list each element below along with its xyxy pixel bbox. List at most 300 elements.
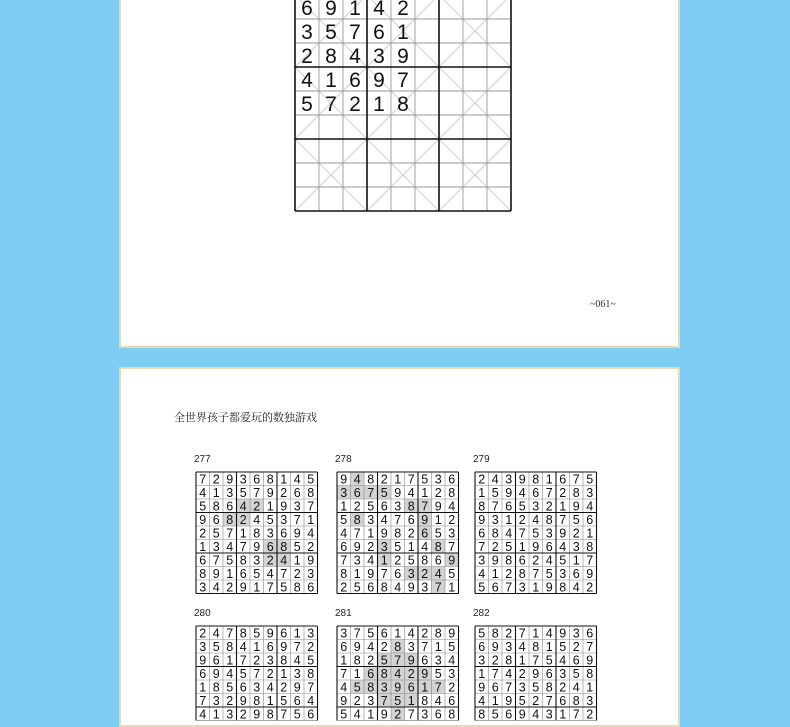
grid-digit: 4 xyxy=(307,526,315,541)
grid-digit: 6 xyxy=(518,553,526,568)
grid-digit: 4 xyxy=(505,526,513,541)
grid-digit: 3 xyxy=(407,567,415,582)
grid-digit: 7 xyxy=(407,707,415,722)
grid-digit: 2 xyxy=(505,626,513,641)
grid-digit: 9 xyxy=(367,567,375,582)
grid-digit: 2 xyxy=(572,640,580,655)
grid-digit: 8 xyxy=(421,694,429,709)
grid-digit: 5 xyxy=(448,640,456,655)
grid-digit: 5 xyxy=(226,680,234,695)
grid-digit: 1 xyxy=(353,667,361,682)
grid-digit: 9 xyxy=(239,580,247,595)
grid-digit: 6 xyxy=(199,667,207,682)
puzzle-number-279: 279 xyxy=(473,454,490,465)
grid-digit: 3 xyxy=(367,694,375,709)
grid-digit: 7 xyxy=(293,513,301,528)
grid-digit: 6 xyxy=(478,640,486,655)
grid-digit: 3 xyxy=(448,526,456,541)
grid-digit: 9 xyxy=(586,567,594,582)
grid-digit: 9 xyxy=(239,694,247,709)
grid-digit: 6 xyxy=(448,472,456,487)
grid-digit: 6 xyxy=(434,553,442,568)
grid-digit: 5 xyxy=(572,667,580,682)
grid-digit: 7 xyxy=(353,526,361,541)
grid-digit: 1 xyxy=(373,93,385,117)
grid-digit: 8 xyxy=(448,486,456,501)
grid-digit: 4 xyxy=(307,694,315,709)
grid-digit: 5 xyxy=(301,93,313,117)
grid-digit: 6 xyxy=(505,707,513,722)
grid-digit: 6 xyxy=(340,640,348,655)
grid-digit: 3 xyxy=(572,540,580,555)
grid-digit: 1 xyxy=(532,626,540,641)
grid-digit: 5 xyxy=(572,513,580,528)
grid-digit: 4 xyxy=(353,707,361,722)
grid-digit: 7 xyxy=(212,553,220,568)
grid-digit: 8 xyxy=(325,45,337,69)
grid-digit: 8 xyxy=(505,653,513,668)
grid-digit: 1 xyxy=(266,694,274,709)
grid-digit: 6 xyxy=(559,694,567,709)
grid-digit: 3 xyxy=(586,486,594,501)
grid-digit: 7 xyxy=(199,694,207,709)
grid-digit: 2 xyxy=(448,513,456,528)
grid-digit: 1 xyxy=(421,486,429,501)
grid-digit: 6 xyxy=(340,540,348,555)
grid-digit: 5 xyxy=(518,694,526,709)
grid-digit: 8 xyxy=(307,486,315,501)
grid-digit: 2 xyxy=(367,540,375,555)
grid-digit: 7 xyxy=(505,580,513,595)
solution-grid-282 xyxy=(474,625,598,722)
grid-digit: 8 xyxy=(518,567,526,582)
grid-digit: 9 xyxy=(293,680,301,695)
grid-digit: 3 xyxy=(301,21,313,45)
grid-digit: 3 xyxy=(212,694,220,709)
grid-digit: 9 xyxy=(505,486,513,501)
grid-digit: 5 xyxy=(353,680,361,695)
grid-digit: 3 xyxy=(532,499,540,514)
grid-digit: 3 xyxy=(572,626,580,641)
grid-digit: 1 xyxy=(545,472,553,487)
grid-digit: 3 xyxy=(559,567,567,582)
grid-digit: 8 xyxy=(586,667,594,682)
grid-digit: 6 xyxy=(353,486,361,501)
grid-digit: 6 xyxy=(545,540,553,555)
grid-digit: 6 xyxy=(478,526,486,541)
grid-digit: 2 xyxy=(280,486,288,501)
grid-digit: 6 xyxy=(212,513,220,528)
grid-digit: 2 xyxy=(586,580,594,595)
grid-digit: 5 xyxy=(239,486,247,501)
grid-digit: 8 xyxy=(353,513,361,528)
grid-digit: 9 xyxy=(380,707,388,722)
grid-digit: 9 xyxy=(559,626,567,641)
grid-digit: 7 xyxy=(478,540,486,555)
grid-digit: 7 xyxy=(448,540,456,555)
grid-digit: 3 xyxy=(373,45,385,69)
grid-digit: 7 xyxy=(532,653,540,668)
grid-digit: 3 xyxy=(518,580,526,595)
grid-digit: 6 xyxy=(572,653,580,668)
grid-digit: 5 xyxy=(226,553,234,568)
grid-digit: 4 xyxy=(559,653,567,668)
grid-digit: 7 xyxy=(353,626,361,641)
grid-digit: 5 xyxy=(532,526,540,541)
grid-digit: 2 xyxy=(491,653,499,668)
puzzle-number-278: 278 xyxy=(335,454,352,465)
grid-digit: 5 xyxy=(434,526,442,541)
grid-digit: 4 xyxy=(545,553,553,568)
grid-digit: 3 xyxy=(434,653,442,668)
grid-digit: 6 xyxy=(239,567,247,582)
grid-digit: 6 xyxy=(212,653,220,668)
grid-digit: 6 xyxy=(505,499,513,514)
grid-digit: 2 xyxy=(572,526,580,541)
grid-digit: 4 xyxy=(518,486,526,501)
grid-digit: 8 xyxy=(545,680,553,695)
solution-grid-279 xyxy=(474,471,598,595)
grid-digit: 2 xyxy=(421,567,429,582)
grid-digit: 2 xyxy=(505,567,513,582)
grid-digit: 8 xyxy=(572,486,580,501)
grid-digit: 4 xyxy=(239,499,247,514)
grid-digit: 1 xyxy=(325,69,337,93)
grid-digit: 1 xyxy=(434,513,442,528)
grid-digit: 1 xyxy=(239,526,247,541)
grid-digit: 1 xyxy=(307,513,315,528)
grid-digit: 8 xyxy=(505,553,513,568)
grid-digit: 9 xyxy=(373,69,385,93)
grid-digit: 7 xyxy=(280,707,288,722)
grid-digit: 7 xyxy=(239,653,247,668)
grid-digit: 3 xyxy=(307,626,315,641)
grid-digit: 2 xyxy=(253,499,261,514)
grid-digit: 6 xyxy=(239,680,247,695)
grid-digit: 8 xyxy=(353,653,361,668)
grid-digit: 3 xyxy=(380,680,388,695)
grid-digit: 3 xyxy=(280,513,288,528)
grid-digit: 4 xyxy=(253,513,261,528)
grid-digit: 5 xyxy=(421,472,429,487)
grid-digit: 3 xyxy=(340,626,348,641)
grid-digit: 5 xyxy=(448,567,456,582)
grid-digit: 3 xyxy=(421,580,429,595)
grid-digit: 8 xyxy=(478,707,486,722)
grid-digit: 1 xyxy=(349,0,361,21)
grid-digit: 1 xyxy=(448,580,456,595)
grid-digit: 8 xyxy=(407,499,415,514)
grid-digit: 8 xyxy=(394,640,402,655)
grid-digit: 9 xyxy=(340,694,348,709)
grid-digit: 9 xyxy=(353,640,361,655)
grid-digit: 7 xyxy=(325,93,337,117)
grid-digit: 9 xyxy=(448,626,456,641)
grid-digit: 3 xyxy=(367,513,375,528)
grid-digit: 6 xyxy=(380,499,388,514)
grid-digit: 5 xyxy=(545,653,553,668)
grid-digit: 6 xyxy=(532,486,540,501)
grid-digit: 4 xyxy=(349,45,361,69)
grid-digit: 1 xyxy=(491,694,499,709)
grid-digit: 3 xyxy=(253,553,261,568)
grid-digit: 1 xyxy=(367,526,375,541)
grid-digit: 2 xyxy=(301,45,313,69)
grid-digit: 8 xyxy=(226,640,234,655)
grid-digit: 8 xyxy=(434,626,442,641)
grid-digit: 7 xyxy=(518,526,526,541)
grid-digit: 5 xyxy=(253,567,261,582)
grid-digit: 1 xyxy=(559,707,567,722)
grid-digit: 2 xyxy=(518,513,526,528)
grid-digit: 5 xyxy=(518,499,526,514)
grid-digit: 5 xyxy=(491,486,499,501)
grid-digit: 1 xyxy=(212,707,220,722)
grid-digit: 7 xyxy=(340,667,348,682)
grid-digit: 7 xyxy=(421,640,429,655)
grid-digit: 2 xyxy=(226,694,234,709)
grid-digit: 9 xyxy=(199,653,207,668)
grid-digit: 3 xyxy=(545,707,553,722)
grid-digit: 2 xyxy=(239,707,247,722)
grid-digit: 4 xyxy=(353,472,361,487)
grid-digit: 5 xyxy=(380,486,388,501)
grid-digit: 4 xyxy=(505,667,513,682)
practice-sudoku-grid xyxy=(294,0,512,212)
grid-digit: 4 xyxy=(586,499,594,514)
grid-digit: 9 xyxy=(478,513,486,528)
grid-digit: 5 xyxy=(367,626,375,641)
grid-digit: 3 xyxy=(505,472,513,487)
grid-digit: 1 xyxy=(340,499,348,514)
grid-digit: 2 xyxy=(491,540,499,555)
grid-digit: 2 xyxy=(532,553,540,568)
grid-digit: 7 xyxy=(559,513,567,528)
grid-digit: 3 xyxy=(407,640,415,655)
grid-digit: 6 xyxy=(421,526,429,541)
grid-digit: 2 xyxy=(266,667,274,682)
grid-digit: 6 xyxy=(307,707,315,722)
grid-digit: 3 xyxy=(559,667,567,682)
grid-digit: 6 xyxy=(380,626,388,641)
grid-digit: 3 xyxy=(266,526,274,541)
grid-digit: 8 xyxy=(239,626,247,641)
grid-digit: 8 xyxy=(266,707,274,722)
grid-digit: 2 xyxy=(349,93,361,117)
grid-digit: 6 xyxy=(407,513,415,528)
grid-digit: 6 xyxy=(253,472,261,487)
grid-digit: 4 xyxy=(407,626,415,641)
grid-digit: 1 xyxy=(394,626,402,641)
grid-digit: 6 xyxy=(293,694,301,709)
grid-digit: 2 xyxy=(239,513,247,528)
grid-digit: 9 xyxy=(280,499,288,514)
grid-digit: 3 xyxy=(478,653,486,668)
grid-digit: 6 xyxy=(349,69,361,93)
grid-digit: 8 xyxy=(266,472,274,487)
grid-digit: 6 xyxy=(293,486,301,501)
grid-digit: 1 xyxy=(478,667,486,682)
grid-digit: 4 xyxy=(340,526,348,541)
grid-digit: 1 xyxy=(397,21,409,45)
grid-digit: 6 xyxy=(266,640,274,655)
grid-digit: 3 xyxy=(293,499,301,514)
grid-digit: 4 xyxy=(226,667,234,682)
grid-digit: 4 xyxy=(491,472,499,487)
grid-digit: 5 xyxy=(491,707,499,722)
grid-digit: 2 xyxy=(340,580,348,595)
grid-digit: 4 xyxy=(226,540,234,555)
grid-digit: 1 xyxy=(421,680,429,695)
grid-digit: 1 xyxy=(353,567,361,582)
grid-digit: 7 xyxy=(293,640,301,655)
grid-digit: 8 xyxy=(586,540,594,555)
grid-digit: 9 xyxy=(532,667,540,682)
grid-digit: 4 xyxy=(407,486,415,501)
grid-digit: 1 xyxy=(491,567,499,582)
grid-digit: 1 xyxy=(586,526,594,541)
grid-digit: 1 xyxy=(253,640,261,655)
grid-digit: 3 xyxy=(518,680,526,695)
grid-digit: 2 xyxy=(226,580,234,595)
grid-digit: 9 xyxy=(421,667,429,682)
grid-digit: 3 xyxy=(478,553,486,568)
grid-digit: 7 xyxy=(572,472,580,487)
grid-digit: 9 xyxy=(478,680,486,695)
grid-digit: 7 xyxy=(394,513,402,528)
grid-digit: 8 xyxy=(212,680,220,695)
grid-digit: 8 xyxy=(478,499,486,514)
grid-digit: 7 xyxy=(307,680,315,695)
grid-digit: 4 xyxy=(373,0,385,21)
grid-digit: 5 xyxy=(307,472,315,487)
grid-digit: 3 xyxy=(293,667,301,682)
grid-digit: 7 xyxy=(239,540,247,555)
grid-digit: 4 xyxy=(559,540,567,555)
grid-digit: 6 xyxy=(572,567,580,582)
grid-digit: 1 xyxy=(340,653,348,668)
grid-digit: 6 xyxy=(301,0,313,21)
grid-digit: 3 xyxy=(421,707,429,722)
grid-digit: 6 xyxy=(586,513,594,528)
grid-digit: 3 xyxy=(307,567,315,582)
grid-digit: 2 xyxy=(448,680,456,695)
grid-digit: 8 xyxy=(572,694,580,709)
solution-grid-277 xyxy=(195,471,319,595)
grid-digit: 6 xyxy=(307,580,315,595)
grid-digit: 6 xyxy=(199,553,207,568)
grid-digit: 9 xyxy=(434,499,442,514)
grid-digit: 9 xyxy=(266,626,274,641)
grid-digit: 5 xyxy=(280,580,288,595)
grid-digit: 4 xyxy=(266,680,274,695)
grid-digit: 5 xyxy=(586,472,594,487)
grid-digit: 2 xyxy=(586,707,594,722)
grid-digit: 3 xyxy=(239,472,247,487)
grid-digit: 7 xyxy=(491,499,499,514)
grid-digit: 4 xyxy=(572,580,580,595)
grid-digit: 1 xyxy=(394,472,402,487)
grid-digit: 3 xyxy=(434,472,442,487)
grid-digit: 7 xyxy=(367,486,375,501)
grid-digit: 4 xyxy=(478,567,486,582)
grid-digit: 2 xyxy=(293,567,301,582)
solution-grid-278 xyxy=(336,471,460,595)
grid-digit: 3 xyxy=(226,486,234,501)
grid-digit: 1 xyxy=(280,667,288,682)
grid-digit: 3 xyxy=(491,513,499,528)
grid-digit: 3 xyxy=(266,653,274,668)
grid-digit: 7 xyxy=(434,580,442,595)
grid-digit: 3 xyxy=(505,640,513,655)
grid-digit: 2 xyxy=(367,653,375,668)
grid-digit: 7 xyxy=(280,567,288,582)
grid-digit: 6 xyxy=(407,680,415,695)
grid-digit: 4 xyxy=(478,694,486,709)
grid-digit: 9 xyxy=(353,540,361,555)
grid-digit: 9 xyxy=(253,707,261,722)
grid-digit: 5 xyxy=(545,567,553,582)
grid-digit: 7 xyxy=(340,553,348,568)
grid-digit: 7 xyxy=(434,680,442,695)
grid-digit: 8 xyxy=(559,580,567,595)
grid-digit: 5 xyxy=(340,513,348,528)
grid-digit: 8 xyxy=(367,680,375,695)
puzzle-number-277: 277 xyxy=(194,454,211,465)
grid-digit: 8 xyxy=(253,694,261,709)
grid-digit: 3 xyxy=(353,553,361,568)
grid-digit: 2 xyxy=(353,694,361,709)
grid-digit: 4 xyxy=(394,667,402,682)
grid-digit: 2 xyxy=(380,640,388,655)
grid-digit: 1 xyxy=(559,499,567,514)
puzzle-number-282: 282 xyxy=(473,608,490,619)
grid-digit: 5 xyxy=(394,694,402,709)
grid-digit: 4 xyxy=(434,694,442,709)
puzzle-number-280: 280 xyxy=(194,608,211,619)
grid-digit: 7 xyxy=(380,694,388,709)
grid-digit: 9 xyxy=(572,499,580,514)
grid-digit: 3 xyxy=(448,667,456,682)
grid-digit: 2 xyxy=(518,667,526,682)
grid-digit: 5 xyxy=(307,653,315,668)
grid-digit: 8 xyxy=(448,707,456,722)
grid-digit: 4 xyxy=(421,540,429,555)
grid-digit: 2 xyxy=(559,680,567,695)
grid-digit: 8 xyxy=(532,640,540,655)
grid-digit: 4 xyxy=(380,513,388,528)
grid-digit: 9 xyxy=(397,45,409,69)
grid-digit: 4 xyxy=(199,707,207,722)
grid-digit: 9 xyxy=(325,0,337,21)
grid-digit: 9 xyxy=(407,653,415,668)
grid-digit: 5 xyxy=(325,21,337,45)
grid-digit: 7 xyxy=(532,567,540,582)
grid-digit: 2 xyxy=(397,0,409,21)
grid-digit: 3 xyxy=(380,540,388,555)
grid-digit: 4 xyxy=(340,680,348,695)
grid-digit: 9 xyxy=(212,567,220,582)
grid-digit: 2 xyxy=(266,553,274,568)
grid-digit: 5 xyxy=(478,626,486,641)
grid-digit: 5 xyxy=(532,680,540,695)
grid-digit: 4 xyxy=(212,626,220,641)
grid-digit: 4 xyxy=(212,580,220,595)
grid-digit: 2 xyxy=(307,540,315,555)
grid-digit: 1 xyxy=(407,694,415,709)
grid-digit: 8 xyxy=(293,580,301,595)
grid-digit: 4 xyxy=(572,680,580,695)
